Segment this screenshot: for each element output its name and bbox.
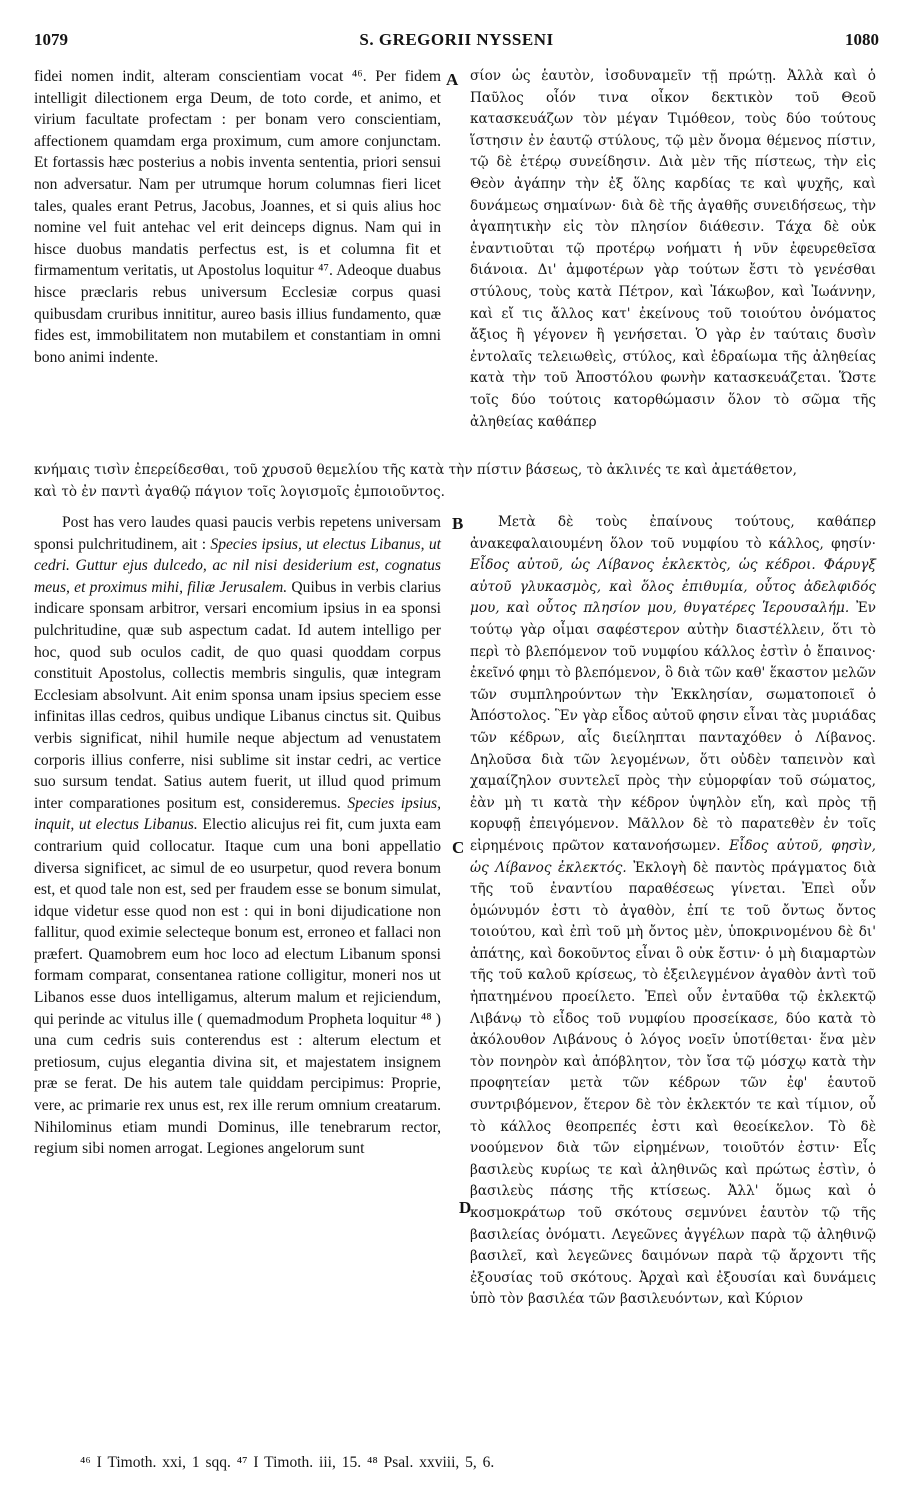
greek-text-1: Μετὰ δὲ τοὺς ἐπαίνους τούτους, καθάπερ ἀνακεφαλαιουμένη ὅλον τοῦ νυμφίου τὸ κάλλος, φησίν· [470,514,876,552]
greek-quote-1: Εἶδος αὐτοῦ, ὡς Λίβανος ἐκλεκτὸς, ὡς κέδροι. Φάρυγξ αὐτοῦ γλυκασμὸς, καὶ ὅλος ἐπιθυμία, οὗτος ἀδελφιδός μου, καὶ οὗτος πλησίον μου, θυγατέρες Ἱερουσαλήμ. [470,557,876,617]
running-title: S. GREGORII NYSSENI [359,30,554,49]
greek-full-width-line-1: κνήμαις τισὶν ἐπερείδεσθαι, τοῦ χρυσοῦ θεμελίου τῆς κατὰ τὴν πίστιν βάσεως, τὸ ἀκλινές τε καὶ ἀμετάθετον, [34,462,797,478]
greek-paragraph-b [470,512,876,1311]
page-number-left: 1079 [34,30,68,49]
greek-text-3: Ἐκλογὴ δὲ παντὸς πράγματος διὰ τῆς τοῦ ἐναντίου παραθέσεως γίνεται. Ἐπεὶ οὖν ὁμώνυμόν ἐστι τὸ ἀγαθὸν, ἐπί τε τοῦ ὄντως ὄντος τοιούτου, καὶ ἐπὶ τοῦ μὴ ὄντος μὲν, ὑποκρινομένου δὲ δι' ἀπάτης, καὶ δοκοῦντος εἶναι ὃ οὐκ ἔστιν· ὁ μὴ διαμαρτὼν τῆς τοῦ καλοῦ κρίσεως, τὸ ἐξειλεγμένον ἀγαθὸν ἀντὶ τοῦ ἠπατημένου προείλετο. Ἐπεὶ οὖν ἐνταῦθα τῷ ἐκλεκτῷ Λιβάνῳ τὸ εἶδος τοῦ νυμφίου προσείκασε, δύο κατὰ τὸ ἀκόλουθον Λιβάνους ὁ λόγος νοεῖν ὑποτίθεται· ἕνα μὲν τὸν πονηρὸν καὶ ἀπόβλητον, τὸν ἴσα τῷ μόσχῳ κατὰ τὴν προφητείαν μετὰ τῶν κέδρων τῶν ἐφ' ἑαυτοῦ συντριβόμενον, ἕτερον δὲ τὸν ἐκλεκτόν τε καὶ τίμιον, οὗ τὸ κάλλος θεοπρεπές ἐστι καὶ θεοείκελον. Τὸ δὲ νοούμενον διὰ τῶν εἰρημένων, τοιοῦτόν ἐστιν· Εἷς βασιλεὺς κυρίως τε καὶ ἀληθινῶς καὶ πρώτως ἐστὶν, ὁ βασιλεὺς πάσης τῆς κτίσεως. Ἀλλ' ὅμως καὶ ὁ κοσμοκράτωρ τοῦ σκότους σεμνύνει ἑαυτὸν τῷ τῆς βασιλείας ὀνόματι. Λεγεῶνες ἀγγέλων παρὰ τῷ ἀληθινῷ βασιλεῖ, καὶ λεγεῶνες δαιμόνων παρὰ τῷ ἄρχοντι τῆς ἐξουσίας τοῦ σκότους. Ἀρχαὶ καὶ ἐξουσίαι καὶ δυνάμεις ὑπὸ τὸν βασιλέα τῶν βασιλευόντων, καὶ Κύριον [470,859,876,1308]
greek-column-a [470,66,876,433]
page-number-right: 1080 [845,30,879,49]
greek-quote-2: Εἶδος αὐτοῦ, φησὶν, ὡς Λίβανος ἐκλεκτός. [470,837,876,876]
page-header [34,30,879,54]
greek-column-b [470,512,876,1311]
footnotes: ⁴⁶ I Timoth. xxi, 1 sqq. ⁴⁷ I Timoth. iii, 15. ⁴⁸ Psal. xxviii, 5, 6. [80,1454,495,1471]
margin-letter-b: B [452,514,464,533]
latin-quote-1: Species ipsius, ut electus Libanus, ut cedri. Guttur ejus dulcedo, ac nil nisi desiderium est, cognatus meus, et proximus mihi, filiæ Jerusalem. [34,535,442,596]
latin-paragraph-b [34,512,441,1160]
greek-text-2: Ἐν τούτῳ γὰρ οἶμαι σαφέστερον αὐτὴν διαστέλλειν, ὅτι τὸ περὶ τὸ βλεπόμενον τοῦ νυμφίου κάλλος ἐστὶν ὁ ἔπαινος· ἐκεῖνό φημι τὸ βλεπόμενον, ὃ διὰ τῶν καθ' ἕκαστον μελῶν τῶν συμπληρούντων τὴν Ἐκκλησίαν, σωματοποιεῖ ὁ Ἀπόστολος. Ἓν γὰρ εἶδος αὐτοῦ φησιν εἶναι τὰς μυριάδας τῶν κέδρων, αἷς διείληπται πανταχόθεν ὁ Λίβανος. Δηλοῦσα διὰ τῶν λεγομένων, ὅτι οὐδὲν ταπεινὸν καὶ χαμαίζηλον συντελεῖ πρὸς τὴν εὐμορφίαν τοῦ σώματος, ἐὰν μὴ τι κατὰ τὴν κέδρον ὑψηλὸν εἴη, καὶ πρὸς τῇ κορυφῇ ἐπειγόμενον. Μᾶλλον δὲ τὸ παρατεθὲν ἐν τοῖς εἰρημένοις πρῶτον κατανοήσωμεν. [470,600,876,854]
latin-text-2: Quibus in verbis clarius indicare sponsam arbitror, versari encomium ipsius in ea sponsi pulchritudine, quæ sub aspectum cadat. Id autem intelligo per hoc, quod sub oculos cadit, de quo quasi quoddam corpus constituit Apostolus, collectis membris singulis, quæ integram Ecclesiam absolvunt. Ait enim sponsa unam ipsius speciem esse infinitas illas cedros, quibus undique Libanus cinctus sit. Quibus verbis significat, nihil humile neque abjectum ad venustatem corporis illius conferre, nisi sublime sit instar cedri, ac vertice suo sursum tendat. Satius autem fuerit, ut illud quod primum inter comparationes positum est, consideremus. [34,578,441,812]
latin-quote-2: Species ipsius, inquit, ut electus Libanus. [34,794,441,834]
latin-text-3: Electio alicujus rei fit, cum juxta eam contrarium quid collocatur. Itaque cum una boni appellatio diversa significet, ac simul de eo usurpetur, quod revera bonum est, et quod tale non est, sed per fraudem esse se bonum simulat, idque videtur esse quod non est : qui in boni dijudicatione non fallitur, quod eximie selecteque bonum est, erroneo et fallaci non præfert. Quamobrem eum hoc loco ad electum Libanum sponsi formam comparat, consentanea ratione colligitur, moneri nos ut Libanos esse duos intelligamus, alterum malum et rejiciendum, qui perinde ac vitulus ille ( quemadmodum Propheta loquitur ⁴⁸ ) una cum cedris suis conterendus est : alterum electum et pretiosum, cujus elegantia divina sit, et majestatem insignem præ se ferat. De his autem tale quiddam percipimus: Proprie, vere, ac primarie rex unus est, rex ille rerum omnium creatarum. Nihilominus etiam mundi Dominus, ille tenebrarum rector, regium sibi nomen arrogat. Legiones angelorum sunt [34,816,441,1158]
latin-column-a [34,66,441,368]
greek-paragraph-a: σίον ὡς ἑαυτὸν, ἰσοδυναμεῖν τῇ πρώτῃ. Ἀλλὰ καὶ ὁ Παῦλος οἷόν τινα οἶκον δεκτικὸν τοῦ Θεοῦ κατασκευάζων τὸν μέγαν Τιμόθεον, τοὺς δύο τούτους ἵστησιν ἐν ἑαυτῷ στύλους, τῷ μὲν ὄνομα θέμενος πίστιν, τῷ δὲ ἑτέρῳ συνείδησιν. Διὰ μὲν τῆς πίστεως, τὴν εἰς Θεὸν ἀγάπην τὴν ἐξ ὅλης καρδίας τε καὶ ψυχῆς, καὶ δυνάμεως σημαίνων· διὰ δὲ τῆς ἀγαθῆς συνειδήσεως, τὴν ἀγαπητικὴν εἰς τὸν πλησίον διάθεσιν. Τάχα δὲ οὐκ ἐναντιοῦται τῷ προτέρῳ νοήματι ἡ νῦν ἐφευρεθεῖσα διάνοια. Δι' ἀμφοτέρων γὰρ τούτων ἔστι τὸ γενέσθαι στύλους, τοὺς κατὰ Πέτρον, καὶ Ἰάκωβον, καὶ Ἰωάννην, καὶ εἴ τις ἄλλος κατ' ἐκείνους τοῦ τοιούτου ὀνόματος ἄξιος ἢ γέγονεν ἢ γενήσεται. Ὁ γὰρ ἐν ταύταις δυσὶν ἐντολαῖς τελειωθεὶς, στύλος, καὶ ἑδραίωμα τῆς ἀληθείας κατὰ τὴν τοῦ Ἀποστόλου φωνὴν κατασκευάζεται. Ὥστε τοῖς δύο τούτοις κατορθώμασιν ὅλον τὸ σῶμα τῆς ἀληθείας καθάπερ [470,68,876,430]
margin-letter-c: C [452,838,465,857]
margin-letter-a: A [446,70,459,89]
margin-letter-d: D [459,1198,472,1217]
latin-paragraph-a: fidei nomen indit, alteram conscientiam vocat ⁴⁶. Per fidem intelligit dilectionem erga Deum, de toto corde, et animo, et virium facultate profectam : per bonam vero conscientiam, affectionem quamdam erga proximum, cum amore conjunctam. Et fortassis hæc posterius a nobis inventa sententia, priori sensui non adversatur. Nam per utrumque horum columnas fieri licet tales, quales erant Petrus, Jacobus, Joannes, et si quis alius hoc nomine vel fuit antehac vel erit deinceps dignus. Nam qui in hisce duobus mandatis perfectus est, is et columna fit et firmamentum veritatis, ut Apostolus loquitur ⁴⁷. Adeoque duabus hisce præclaris rebus universum Ecclesiæ corpus quasi quibusdam cruribus innititur, aureo basis illius fundamento, quæ fides est, immobilitatem non mutabilem et constantiam in omni bono animi indente. [34,68,441,366]
greek-full-width-line-2: καὶ τὸ ἐν παντὶ ἀγαθῷ πάγιον τοῖς λογισμοῖς ἐμποιοῦντος. [34,484,445,500]
latin-column-b [34,512,441,1160]
latin-text-1: Post has vero laudes quasi paucis verbis repetens universam sponsi pulchritudinem, ait : [34,514,441,553]
